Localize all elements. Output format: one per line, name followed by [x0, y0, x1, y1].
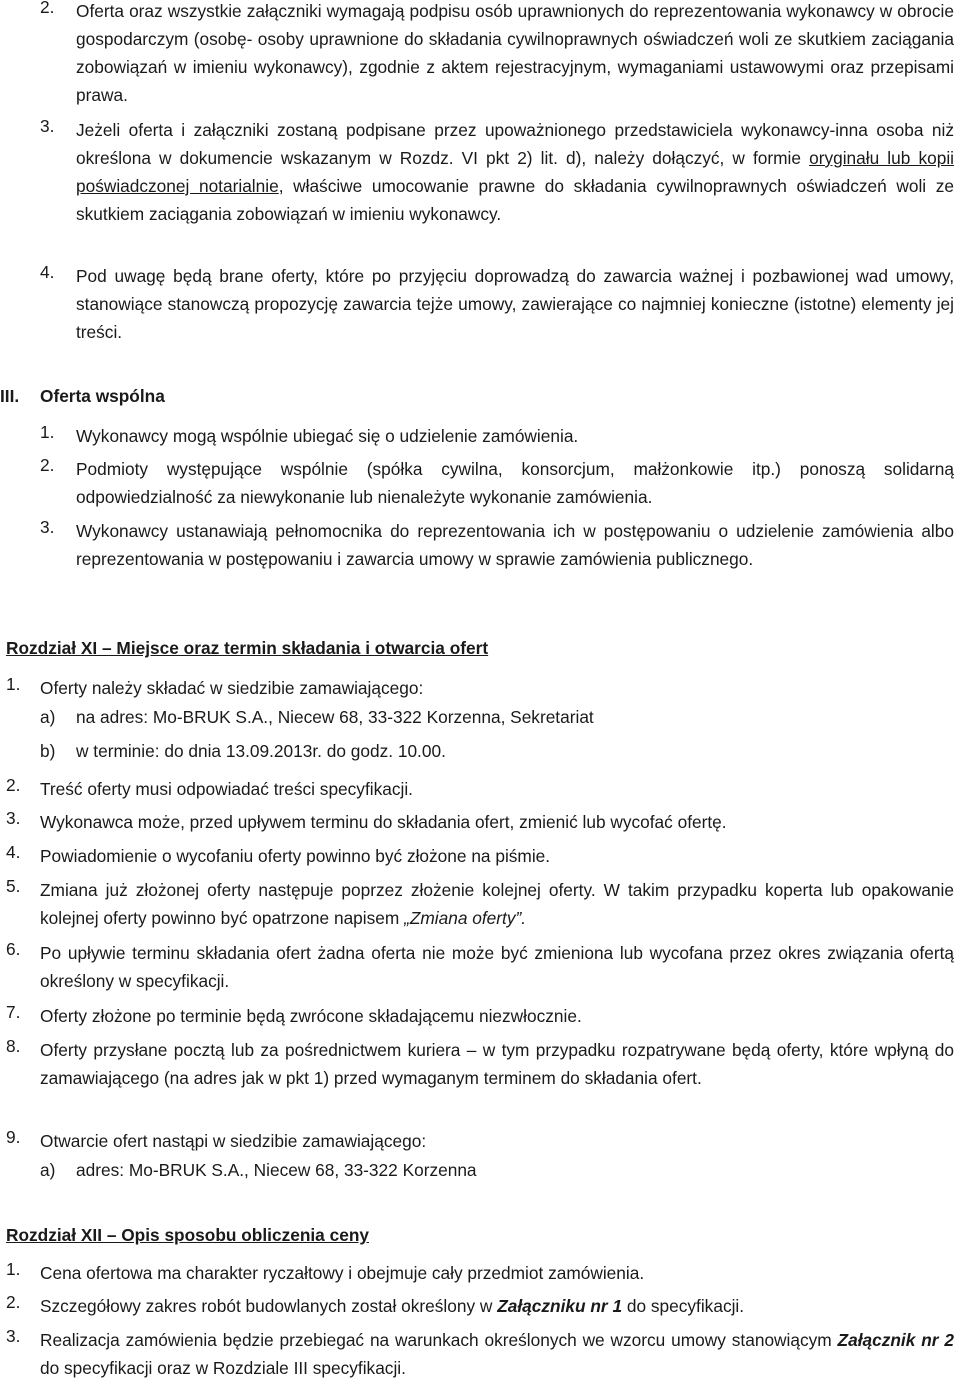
item-text: Podmioty występujące wspólnie (spółka cywilna, konsorcjum, małżonkowie itp.) ponoszą solidarną odpowiedzialność za niewykonanie lub nienależyte wykonanie zamówienia.	[76, 459, 954, 507]
item-number: 3.	[6, 808, 21, 828]
subitem-text: w terminie: do dnia 13.09.2013r. do godz. 10.00.	[76, 741, 446, 761]
item-number: 7.	[6, 1002, 21, 1022]
item-number: 3.	[40, 116, 55, 136]
subitem-label: a)	[40, 707, 56, 727]
item-text: Po upływie terminu składania ofert żadna oferta nie może być zmieniona lub wycofana przez okres związania ofertą określony w specyfikacji.	[40, 943, 954, 991]
item-number: 8.	[6, 1036, 21, 1056]
item-text: Wykonawca może, przed upływem terminu do składania ofert, zmienić lub wycofać ofertę.	[40, 812, 727, 832]
item-number: 5.	[6, 876, 21, 896]
item-text: Treść oferty musi odpowiadać treści specyfikacji.	[40, 779, 413, 799]
item-text: Oferta oraz wszystkie załączniki wymagają podpisu osób uprawnionych do reprezentowania wykonawcy w obrocie gospodarczym (osobę- osoby uprawnione do składania cywilnoprawnych oświadczeń woli ze skutkiem zaciągania zobowiązań w imieniu wykonawcy), zgodnie z aktem rejestracyjnym, wymaganiami ustawowymi oraz przepisami prawa.	[76, 1, 954, 105]
chapter-title: Rozdział XII – Opis sposobu obliczenia ceny	[6, 1225, 369, 1245]
item-text: Oferty złożone po terminie będą zwrócone składającemu niezwłocznie.	[40, 1006, 582, 1026]
underlined-phrase: oryginału lub kopii poświadczonej notarialnie	[76, 148, 954, 196]
item-number: 6.	[6, 939, 21, 959]
item-number: 3.	[40, 517, 55, 537]
subitem-text: na adres: Mo-BRUK S.A., Niecew 68, 33-322 Korzenna, Sekretariat	[76, 707, 594, 727]
item-text: Wykonawcy ustanawiają pełnomocnika do reprezentowania ich w postępowaniu o udzielenie zamówienia albo reprezentowania w postępowaniu i zawarcia umowy w sprawie zamówienia publicznego.	[76, 521, 954, 569]
item-number: 2.	[6, 775, 21, 795]
item-text: Wykonawcy mogą wspólnie ubiegać się o udzielenie zamówienia.	[76, 426, 579, 446]
item-number: 1.	[6, 1259, 21, 1279]
item-text: Szczegółowy zakres robót budowlanych został określony w Załączniku nr 1 do specyfikacji.	[40, 1296, 745, 1316]
subitem-label: b)	[40, 741, 56, 761]
item-number: 3.	[6, 1326, 21, 1346]
item-text: Oferty przysłane pocztą lub za pośrednictwem kuriera – w tym przypadku rozpatrywane będą oferty, które wpłyną do zamawiającego (na adres jak w pkt 1) przed wymaganym terminem do składania ofert.	[40, 1040, 954, 1088]
item-number: 2.	[40, 0, 55, 17]
item-number: 1.	[40, 422, 55, 442]
item-text: Jeżeli oferta i załączniki zostaną podpisane przez upoważnionego przedstawiciela wykonawcy-inna osoba niż określona w dokumencie wskazanym w Rozdz. VI pkt 2) lit. d), należy dołączyć, w formie oryginału lub kopii poświadczonej notarialnie, właściwe umocowanie prawne do składania cywilnoprawnych oświadczeń woli ze skutkiem zaciągania zobowiązań w imieniu wykonawcy.	[76, 120, 954, 224]
item-text: Otwarcie ofert nastąpi w siedzibie zamawiającego:	[40, 1131, 427, 1151]
item-number: 4.	[40, 262, 55, 282]
bold-italic-reference: Załączniku nr 1	[497, 1296, 623, 1316]
subitem-text: adres: Mo-BRUK S.A., Niecew 68, 33-322 Korzenna	[76, 1160, 477, 1180]
item-text: Cena ofertowa ma charakter ryczałtowy i obejmuje cały przedmiot zamówienia.	[40, 1263, 645, 1283]
subitem-label: a)	[40, 1160, 56, 1180]
item-number: 2.	[40, 455, 55, 475]
italic-phrase: „Zmiana oferty”.	[404, 908, 527, 928]
item-number: 2.	[6, 1292, 21, 1312]
item-text: Zmiana już złożonej oferty następuje poprzez złożenie kolejnej oferty. W takim przypadku koperta lub opakowanie kolejnej oferty powinno być opatrzone napisem „Zmiana oferty”.	[40, 880, 954, 928]
item-number: 9.	[6, 1127, 21, 1147]
item-number: 4.	[6, 842, 21, 862]
chapter-title: Rozdział XI – Miejsce oraz termin składania i otwarcia ofert	[6, 638, 489, 658]
item-text: Pod uwagę będą brane oferty, które po przyjęciu doprowadzą do zawarcia ważnej i pozbawionej wad umowy, stanowiące stanowczą propozycję zawarcia tejże umowy, zawierające co najmniej konieczne (istotne) elementy jej treści.	[76, 266, 954, 342]
item-text: Powiadomienie o wycofaniu oferty powinno być złożone na piśmie.	[40, 846, 551, 866]
bold-italic-reference: Załącznik nr 2	[837, 1330, 954, 1350]
section-title: Oferta wspólna	[40, 386, 165, 406]
item-text: Realizacja zamówienia będzie przebiegać na warunkach określonych we wzorcu umowy stanowiącym Załącznik nr 2 do specyfikacji oraz w Rozdziale III specyfikacji.	[40, 1330, 954, 1378]
item-text: Oferty należy składać w siedzibie zamawiającego:	[40, 678, 424, 698]
roman-numeral: III.	[0, 386, 20, 406]
item-number: 1.	[6, 674, 21, 694]
